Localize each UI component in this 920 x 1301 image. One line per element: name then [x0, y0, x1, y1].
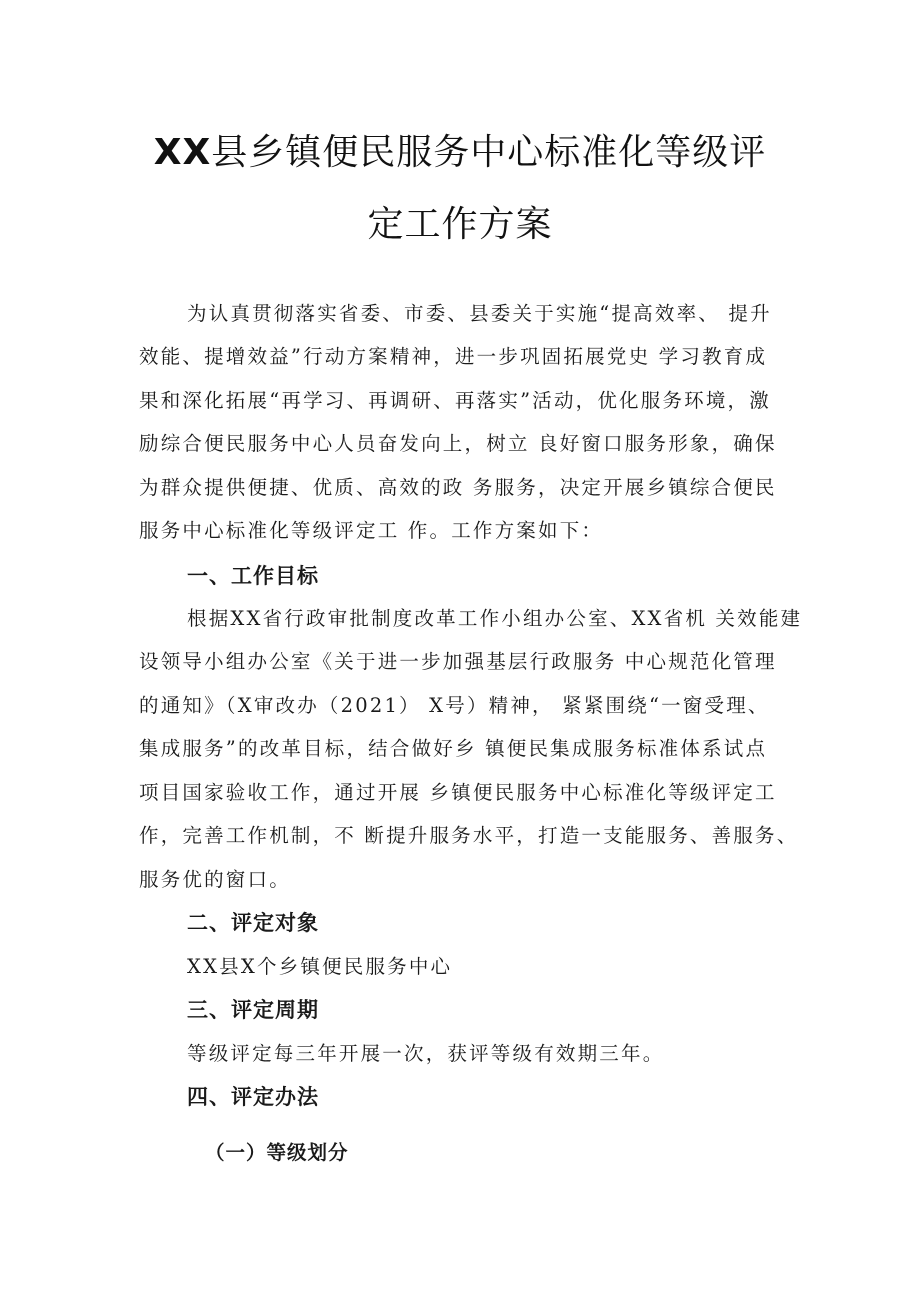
- section3-text: 等级评定每三年开展一次，获评等级有效期三年。: [187, 1042, 665, 1065]
- intro-line: 为认真贯彻落实省委、市委、县委关于实施“提高效率、 提升: [187, 302, 772, 325]
- intro-line: 为群众提供便捷、优质、高效的政 务服务，决定开展乡镇综合便民: [139, 476, 777, 499]
- subsection-heading-grading: （一）等级划分: [205, 1141, 349, 1164]
- intro-line: 效能、提增效益”行动方案精神，进一步巩固拓展党史 学习教育成: [139, 345, 768, 368]
- section-heading-goals: 一、工作目标: [187, 564, 319, 588]
- section1-line: 作，完善工作机制，不 断提升服务水平，打造一支能服务、善服务、: [139, 824, 799, 847]
- section2-text: XX县X个乡镇便民服务中心: [187, 955, 453, 978]
- title-text: 县乡镇便民服务中心标准化等级评: [211, 132, 767, 173]
- section1-line: 项目国家验收工作，通过开展 乡镇便民服务中心标准化等级评定工: [139, 781, 777, 804]
- section-heading-method: 四、评定办法: [187, 1085, 319, 1109]
- section-heading-cycle: 三、评定周期: [187, 998, 319, 1022]
- title-prefix: XX: [153, 132, 212, 173]
- document-title-line-1: [0, 124, 920, 175]
- section-heading-targets: 二、评定对象: [187, 911, 319, 935]
- section1-line: 设领导小组办公室《关于进一步加强基层行政服务 中心规范化管理: [139, 650, 777, 673]
- document-title-line-2: 定工作方案: [367, 204, 553, 245]
- intro-line: 果和深化拓展“再学习、再调研、再落实”活动，优化服务环境，激: [139, 389, 771, 412]
- section1-line: 服务优的窗口。: [139, 868, 291, 891]
- section1-line: 集成服务”的改革目标，结合做好乡 镇便民集成服务标准体系试点: [139, 737, 768, 760]
- intro-line: 励综合便民服务中心人员奋发向上，树立 良好窗口服务形象，确保: [139, 432, 777, 455]
- section1-line: 的通知》（X审改办（2021） X号）精神， 紧紧围绕“一窗受理、: [139, 694, 770, 717]
- section1-line: 根据XX省行政审批制度改革工作小组办公室、XX省机 关效能建: [187, 607, 803, 630]
- intro-line: 服务中心标准化等级评定工 作。工作方案如下：: [139, 519, 604, 542]
